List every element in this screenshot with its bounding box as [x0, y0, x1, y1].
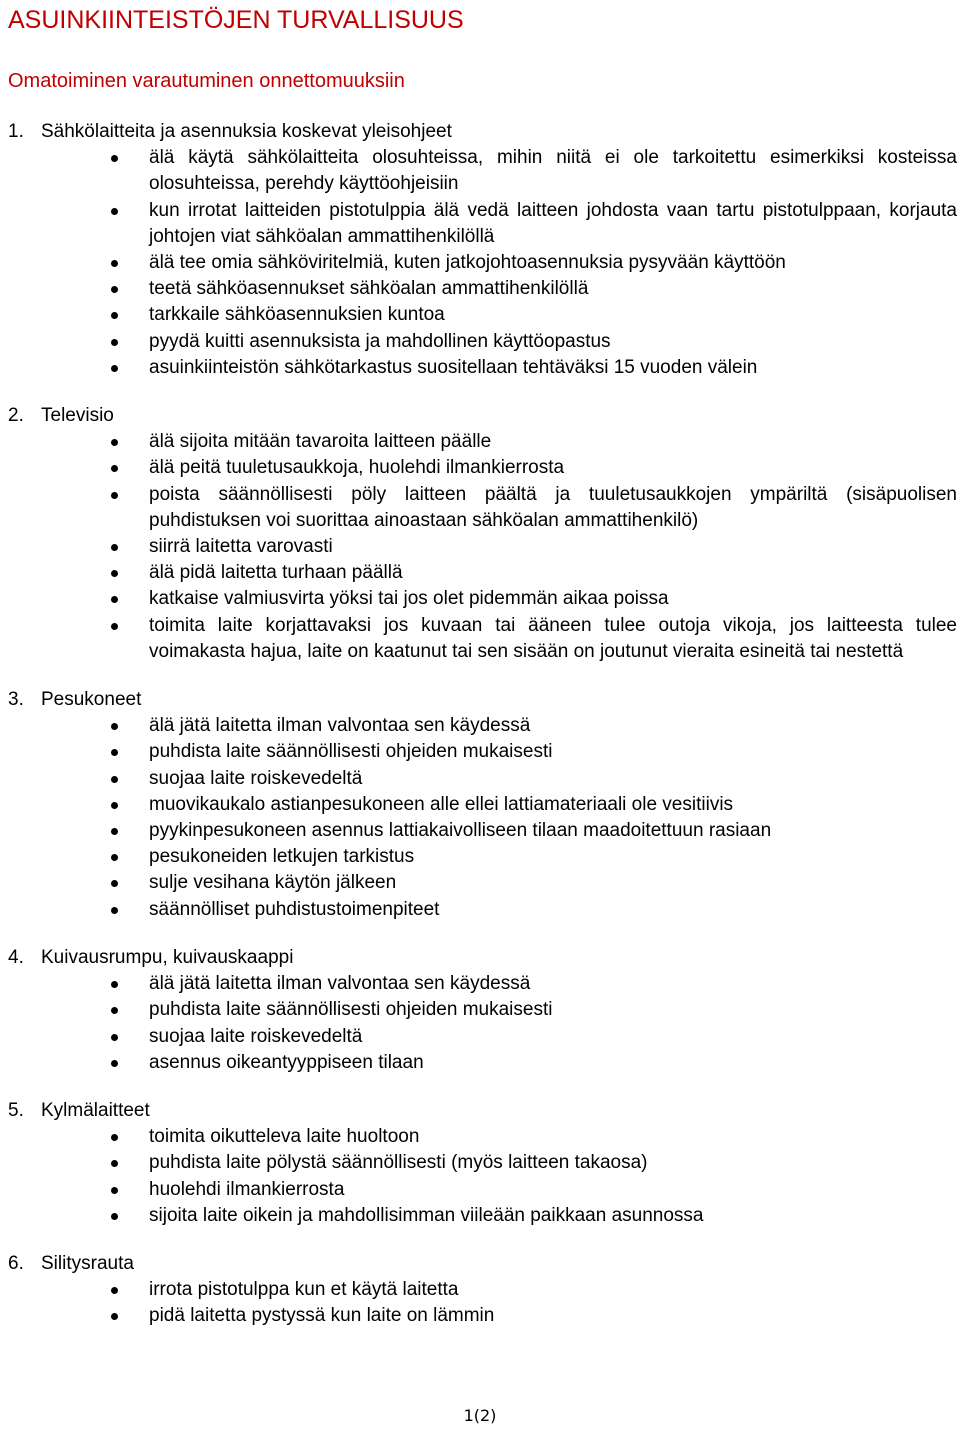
list-item-text: puhdista laite säännöllisesti ohjeiden mukaisesti — [149, 741, 553, 763]
section-title: Kuivausrumpu, kuivauskaappi — [41, 946, 294, 968]
bullet-icon — [111, 749, 118, 756]
bullet-icon — [111, 981, 118, 988]
list-item — [0, 1150, 960, 1176]
bullet-icon — [111, 854, 118, 861]
list-item-text: asuinkiinteistön sähkötarkastus suositellaan tehtäväksi 15 vuoden välein — [149, 356, 758, 378]
bullet-icon — [111, 723, 118, 730]
list-item-text: katkaise valmiusvirta yöksi tai jos olet pidemmän aikaa poissa — [149, 588, 669, 610]
list-item-text: pyykinpesukoneen asennus lattiakaivolliseen tilaan maadoitettuun rasiaan — [149, 820, 772, 842]
list-item — [0, 1177, 960, 1203]
section-number: 4. — [8, 946, 24, 968]
section-title: Televisio — [41, 405, 114, 427]
list-item-text: säännölliset puhdistustoimenpiteet — [149, 898, 440, 920]
bullet-icon — [111, 880, 118, 887]
list-item — [0, 1124, 960, 1150]
list-item-text: sulje vesihana käytön jälkeen — [149, 872, 397, 894]
list-item-text: älä tee omia sähköviritelmiä, kuten jatkojohtoasennuksia pysyvään käyttöön — [149, 252, 786, 274]
list-item — [0, 534, 960, 560]
section-title: Pesukoneet — [41, 689, 142, 711]
bullet-icon — [111, 1187, 118, 1194]
section-heading — [0, 1098, 960, 1124]
bullet-icon — [111, 155, 118, 162]
bullet-icon — [111, 1060, 118, 1067]
section-number: 1. — [8, 121, 24, 142]
section-title: Kylmälaitteet — [41, 1099, 150, 1121]
section-heading — [0, 119, 960, 145]
bullet-icon — [111, 439, 118, 446]
bullet-icon — [111, 365, 118, 372]
list-item-text: tarkkaile sähköasennuksien kuntoa — [149, 304, 445, 326]
list-item — [0, 818, 960, 844]
list-item-text: puhdista laite säännöllisesti ohjeiden mukaisesti — [149, 999, 553, 1021]
bullet-icon — [111, 623, 118, 630]
list-item-text: älä pidä laitetta turhaan päällä — [149, 562, 403, 584]
list-item — [0, 276, 960, 302]
list-item-text: kun irrotat laitteiden pistotulppia älä vedä laitteen johdosta vaan tartu pistotulppaan, korjauta johtojen viat sähköalan ammattihenkilöllä — [149, 199, 957, 247]
list-item — [0, 792, 960, 818]
list-item — [0, 355, 960, 381]
list-item-text: toimita oikutteleva laite huoltoon — [149, 1126, 420, 1148]
list-item — [0, 971, 960, 997]
section — [0, 687, 960, 923]
section — [0, 1251, 960, 1330]
list-item-text: älä sijoita mitään tavaroita laitteen päälle — [149, 431, 492, 453]
list-item — [0, 302, 960, 328]
bullet-icon — [111, 802, 118, 809]
bullet-icon — [111, 339, 118, 346]
bullet-icon — [111, 828, 118, 835]
bullet-icon — [111, 1287, 118, 1294]
section — [0, 945, 960, 1076]
bullet-icon — [111, 907, 118, 914]
list-item — [0, 329, 960, 355]
list-item-text: älä jätä laitetta ilman valvontaa sen käydessä — [149, 973, 531, 995]
section-heading — [0, 687, 960, 713]
list-item — [0, 713, 960, 739]
section-title: Sähkölaitteita ja asennuksia koskevat yleisohjeet — [41, 121, 452, 142]
list-item-text: pyydä kuitti asennuksista ja mahdollinen käyttöopastus — [149, 330, 611, 352]
section — [0, 119, 960, 381]
list-item-text: puhdista laite pölystä säännöllisesti (myös laitteen takaosa) — [149, 1152, 648, 1174]
list-item-text: poista säännöllisesti pöly laitteen päältä ja tuuletusaukkojen ympäriltä (sisäpuolisen puhdistuksen voi suorittaa ainoastaan sähköalan ammattihenkilö) — [149, 483, 957, 531]
list-item-text: siirrä laitetta varovasti — [149, 536, 333, 558]
list-item — [0, 250, 960, 276]
bullet-icon — [111, 596, 118, 603]
list-item-text: älä jätä laitetta ilman valvontaa sen käydessä — [149, 715, 531, 737]
list-item-text: älä peitä tuuletusaukkoja, huolehdi ilmankierrosta — [149, 457, 565, 479]
list-item-text: pidä laitetta pystyssä kun laite on lämmin — [149, 1305, 495, 1327]
list-item-text: huolehdi ilmankierrosta — [149, 1178, 345, 1200]
bullet-icon — [111, 312, 118, 319]
list-item — [0, 844, 960, 870]
bullet-icon — [111, 260, 118, 267]
section-number: 6. — [8, 1252, 24, 1274]
list-item — [0, 1277, 960, 1303]
list-item — [0, 739, 960, 765]
list-item — [0, 145, 960, 197]
list-item-text: teetä sähköasennukset sähköalan ammattihenkilöllä — [149, 278, 589, 300]
section-number: 3. — [8, 689, 24, 711]
bullet-icon — [111, 544, 118, 551]
list-item-text: suojaa laite roiskevedeltä — [149, 767, 363, 789]
list-item-text: irrota pistotulppa kun et käytä laitetta — [149, 1279, 459, 1301]
list-item — [0, 455, 960, 481]
list-item — [0, 198, 960, 250]
bullet-icon — [111, 492, 118, 499]
list-item — [0, 586, 960, 612]
list-item-text: älä käytä sähkölaitteita olosuhteissa, mihin niitä ei ole tarkoitettu esimerkiksi kosteissa olosuhteissa, perehdy käyttöohjeisiin — [149, 147, 957, 195]
list-item — [0, 1303, 960, 1329]
bullet-icon — [111, 1313, 118, 1320]
list-item — [0, 1050, 960, 1076]
section-heading — [0, 403, 960, 429]
page-number: 1(2) — [463, 1406, 497, 1425]
bullet-icon — [111, 1213, 118, 1220]
list-item — [0, 613, 960, 665]
page-subtitle: Omatoiminen varautuminen onnettomuuksiin — [8, 70, 405, 92]
list-item — [0, 870, 960, 896]
section-heading — [0, 1251, 960, 1277]
list-item — [0, 1203, 960, 1229]
section-number: 2. — [8, 405, 24, 427]
section — [0, 1098, 960, 1229]
bullet-icon — [111, 1134, 118, 1141]
list-item-text: muovikaukalo astianpesukoneen alle ellei lattiamateriaali ole vesitiivis — [149, 793, 734, 815]
list-item-text: pesukoneiden letkujen tarkistus — [149, 846, 415, 868]
bullet-icon — [111, 1007, 118, 1014]
list-item — [0, 1024, 960, 1050]
bullet-icon — [111, 465, 118, 472]
list-item — [0, 429, 960, 455]
bullet-icon — [111, 570, 118, 577]
list-item — [0, 482, 960, 534]
list-item — [0, 560, 960, 586]
section-title: Silitysrauta — [41, 1252, 134, 1274]
bullet-icon — [111, 776, 118, 783]
bullet-icon — [111, 286, 118, 293]
bullet-icon — [111, 1034, 118, 1041]
list-item — [0, 897, 960, 923]
list-item — [0, 997, 960, 1023]
list-item-text: toimita laite korjattavaksi jos kuvaan tai ääneen tulee outoja vikoja, jos laitteesta tulee voimakasta hajua, laite on kaatunut tai sen sisään on joutunut vieraita esineitä tai nestettä — [149, 614, 957, 662]
bullet-icon — [111, 208, 118, 215]
list-item-text: sijoita laite oikein ja mahdollisimman viileään paikkaan asunnossa — [149, 1204, 704, 1226]
bullet-icon — [111, 1160, 118, 1167]
list-item-text: asennus oikeantyyppiseen tilaan — [149, 1051, 424, 1073]
section-heading — [0, 945, 960, 971]
document-body — [0, 119, 960, 1352]
section-number: 5. — [8, 1099, 24, 1121]
list-item-text: suojaa laite roiskevedeltä — [149, 1025, 363, 1047]
section — [0, 403, 960, 665]
list-item — [0, 766, 960, 792]
page-title: ASUINKIINTEISTÖJEN TURVALLISUUS — [8, 6, 464, 34]
